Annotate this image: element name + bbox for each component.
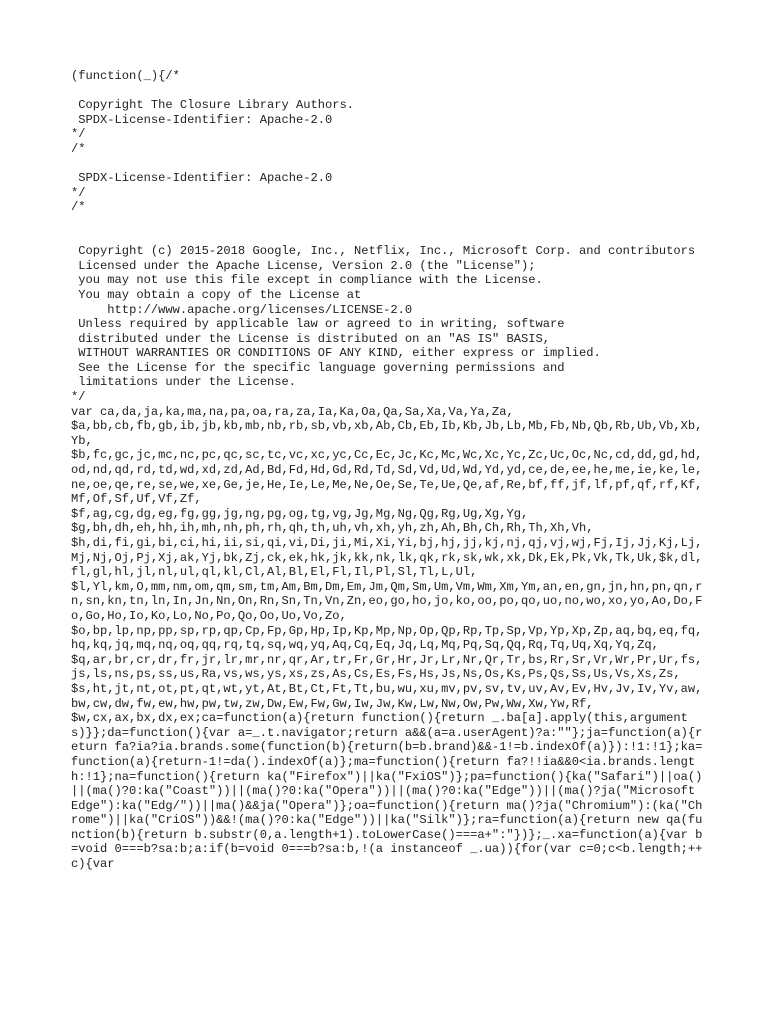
code-line <box>71 84 703 99</box>
code-line: distributed under the License is distributed on an "AS IS" BASIS, <box>71 331 550 346</box>
code-line: SPDX-License-Identifier: Apache-2.0 <box>71 171 333 186</box>
code-line: /* <box>71 141 86 156</box>
code-line: $o,bp,lp,np,pp,sp,rp,qp,Cp,Fp,Gp,Hp,Ip,Kp,Mp,Np,Op,Qp,Rp,Tp,Sp,Vp,Yp,Xp,Zp,aq,bq,eq,fq,hq,kq,jq,mq,nq,oq,qq,rq,tq,sq,wq,yq,Aq,Cq,Eq,Jq,Lq,Mq,Pq,Sq,Qq,Rq,Tq,Uq,Xq,Yq,Zq, <box>71 623 703 653</box>
code-line: SPDX-License-Identifier: Apache-2.0 <box>71 112 333 127</box>
code-line: Licensed under the Apache License, Version 2.0 (the "License"); <box>71 258 536 273</box>
code-line <box>71 230 703 245</box>
code-line: $q,ar,br,cr,dr,fr,jr,lr,mr,nr,qr,Ar,tr,Fr,Gr,Hr,Jr,Lr,Nr,Qr,Tr,bs,Rr,Sr,Vr,Wr,Pr,Ur,fs,js,ls,ns,ps,ss,us,Ra,vs,ws,ys,xs,zs,As,Cs,Es,Fs,Hs,Js,Ns,Os,Ks,Ps,Qs,Ss,Us,Vs,Xs,Zs, <box>71 652 703 682</box>
code-line: */ <box>71 185 86 200</box>
code-line: WITHOUT WARRANTIES OR CONDITIONS OF ANY KIND, either express or implied. <box>71 346 601 361</box>
code-line: (function(_){/* <box>71 69 180 83</box>
code-line: $a,bb,cb,fb,gb,ib,jb,kb,mb,nb,rb,sb,vb,xb,Ab,Cb,Eb,Ib,Kb,Jb,Lb,Mb,Fb,Nb,Qb,Rb,Ub,Vb,Xb,Yb, <box>71 419 703 448</box>
code-line: */ <box>71 390 86 405</box>
code-line: /* <box>71 200 86 215</box>
code-line: $s,ht,jt,nt,ot,pt,qt,wt,yt,At,Bt,Ct,Ft,Tt,bu,wu,xu,mv,pv,sv,tv,uv,Av,Ev,Hv,Jv,Iv,Yv,aw,bw,cw,dw,fw,ew,hw,pw,tw,zw,Dw,Ew,Fw,Gw,Iw,Jw,Kw,Lw,Nw,Ow,Pw,Ww,Xw,Yw,Rf, <box>71 681 703 711</box>
code-line: You may obtain a copy of the License at <box>71 287 362 302</box>
code-line: Unless required by applicable law or agreed to in writing, software <box>71 317 565 332</box>
code-line: $h,di,fi,gi,bi,ci,hi,ii,si,qi,vi,Di,ji,Mi,Xi,Yi,bj,hj,jj,kj,nj,qj,vj,wj,Fj,Ij,Jj,Kj,Lj,Mj,Nj,Oj,Pj,Xj,ak,Yj,bk,Zj,ck,ek,hk,jk,kk,nk,lk,qk,rk,sk,wk,xk,Dk,Ek,Pk,Vk,Tk,Uk,$k,dl,fl,gl,hl,jl,nl,ul,ql,kl,Cl,Al,Bl,El,Fl,Il,Pl,Sl,Tl,L,Ul, <box>71 536 703 580</box>
code-line: var ca,da,ja,ka,ma,na,pa,oa,ra,za,Ia,Ka,Oa,Qa,Sa,Xa,Va,Ya,Za, <box>71 404 514 419</box>
source-code-text <box>71 69 703 872</box>
code-line: $w,cx,ax,bx,dx,ex;ca=function(a){return function(){return _.ba[a].apply(this,arguments)}};da=function(){var a=_.t.navigator;return a&&(a=a.userAgent)?a:""};ja=function(a){return fa?ia?ia.brands.some(function(b){return(b=b.brand)&&-1!=b.indexOf(a)}):!1:!1};ka=function(a){return-1!=da().indexOf(a)};ma=function(){return fa?!!ia&&0<ia.brands.length:!1};na=function(){return ka("Firefox")||ka("FxiOS")};pa=function(){ka("Safari")||oa()||(ma()?0:ka("Coast"))||(ma()?0:ka("Opera"))||(ma()?0:ka("Edge"))||(ma()?ja("Microsoft Edge"):ka("Edg/"))||ma()&&ja("Opera")};oa=function(){return ma()?ja("Chromium"):(ka("Chrome")||ka("CriOS"))&&!(ma()?0:ka("Edge"))||ka("Silk")};ra=function(a){return new qa(function(b){return b.substr(0,a.length+1).toLowerCase()===a+":"})};_.xa=function(a){var b=void 0===b?sa:b;a:if(b=void 0===b?sa:b,!(a instanceof _.ua)){for(var c=0;c<b.length;++c){var <box>71 711 703 872</box>
code-line: $f,ag,cg,dg,eg,fg,gg,jg,ng,pg,og,tg,vg,Jg,Mg,Ng,Qg,Rg,Ug,Xg,Yg, <box>71 506 529 521</box>
code-line: Copyright The Closure Library Authors. <box>71 98 355 113</box>
code-line: $b,fc,gc,jc,mc,nc,pc,qc,sc,tc,vc,xc,yc,Cc,Ec,Jc,Kc,Mc,Wc,Xc,Yc,Zc,Uc,Oc,Nc,cd,dd,gd,hd,od,nd,qd,rd,td,wd,xd,zd,Ad,Bd,Fd,Hd,Gd,Rd,Td,Sd,Vd,Ud,Wd,Yd,yd,ce,de,ee,he,me,ie,ke,le,ne,oe,qe,re,se,we,xe,Ge,je,He,Ie,Le,Me,Ne,Oe,Se,Te,Ue,Qe,af,Re,bf,ff,jf,lf,pf,qf,rf,Kf,Mf,Of,Sf,Uf,Vf,Zf, <box>71 448 703 507</box>
code-line: */ <box>71 127 86 142</box>
code-line: you may not use this file except in compliance with the License. <box>71 273 543 288</box>
code-line: $g,bh,dh,eh,hh,ih,mh,nh,ph,rh,qh,th,uh,vh,xh,yh,zh,Ah,Bh,Ch,Rh,Th,Xh,Vh, <box>71 521 594 536</box>
code-line <box>71 157 703 172</box>
code-line: $l,Yl,km,O,mm,nm,om,qm,sm,tm,Am,Bm,Dm,Em,Jm,Qm,Sm,Um,Vm,Wm,Xm,Ym,an,en,gn,jn,hn,pn,qn,rn,sn,kn,tn,ln,In,Jn,Nn,On,Rn,Sn,Tn,Vn,Zn,eo,go,ho,jo,ko,oo,po,qo,uo,no,wo,xo,yo,Ao,Do,Fo,Go,Ho,Io,Ko,Lo,No,Po,Qo,Oo,Uo,Vo,Zo, <box>71 579 703 623</box>
code-line: http://www.apache.org/licenses/LICENSE-2.0 <box>71 302 413 317</box>
code-line: limitations under the License. <box>71 375 296 390</box>
code-line: Copyright (c) 2015-2018 Google, Inc., Netflix, Inc., Microsoft Corp. and contributors <box>71 244 696 259</box>
code-line <box>71 215 703 230</box>
code-line: See the License for the specific language governing permissions and <box>71 360 565 375</box>
